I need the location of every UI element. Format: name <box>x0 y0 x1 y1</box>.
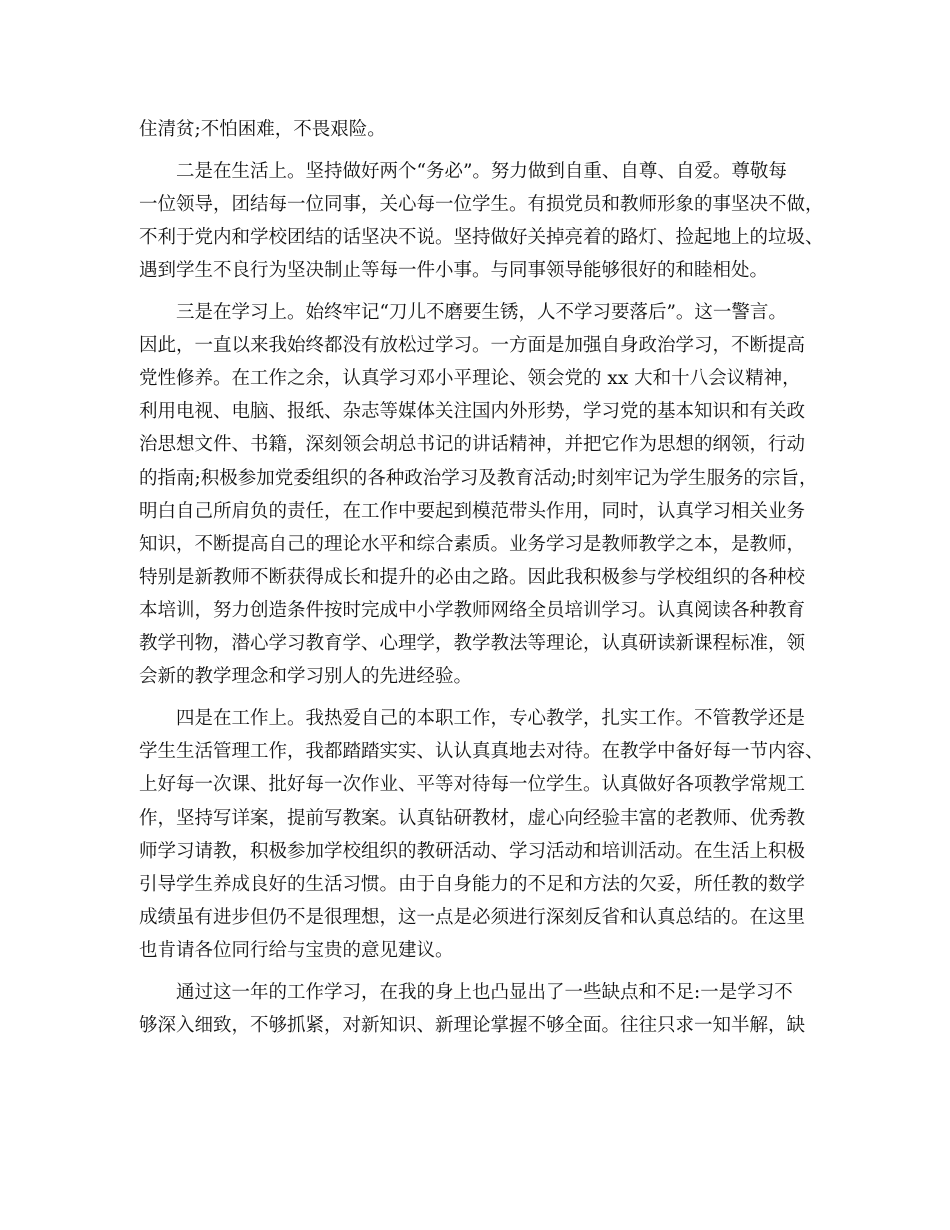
text-line: 引导学生养成良好的生活习惯。由于自身能力的不足和方法的欠妥，所任教的数学 <box>139 874 806 895</box>
text-line: 师学习请教，积极参加学校组织的教研活动、学习活动和培训活动。在生活上积极 <box>139 841 806 862</box>
text-line: 本培训，努力创造条件按时完成中小学教师网络全员培训学习。认真阅读各种教育 <box>139 600 806 621</box>
text-line: 通过这一年的工作学习，在我的身上也凸显出了一些缺点和不足:一是学习不 <box>176 982 793 1003</box>
text-line: 住清贫;不怕困难，不畏艰险。 <box>139 119 386 140</box>
text-line: 二是在生活上。坚持做好两个“务必”。努力做到自重、自尊、自爱。尊敬每 <box>176 161 787 182</box>
text-line: 学生生活管理工作，我都踏踏实实、认认真真地去对待。在教学中备好每一节内容、 <box>139 741 824 762</box>
text-line: 会新的教学理念和学习别人的先进经验。 <box>139 666 473 687</box>
text-line: 不利于党内和学校团结的话坚决不说。坚持做好关掉亮着的路灯、捡起地上的垃圾、 <box>139 227 824 248</box>
text-line: 作，坚持写详案，提前写教案。认真钻研教材，虚心向经验丰富的老教师、优秀教 <box>139 808 806 829</box>
text-line: 知识，不断提高自己的理论水平和综合素质。业务学习是教师教学之本，是教师， <box>139 534 806 555</box>
text-line: 成绩虽有进步但仍不是很理想，这一点是必须进行深刻反省和认真总结的。在这里 <box>139 907 806 928</box>
text-line: 因此，一直以来我始终都没有放松过学习。一方面是加强自身政治学习，不断提高 <box>139 335 806 356</box>
text-line: 明白自己所肩负的责任，在工作中要起到模范带头作用，同时，认真学习相关业务 <box>139 501 806 522</box>
text-line: 治思想文件、书籍，深刻领会胡总书记的讲话精神，并把它作为思想的纲领，行动 <box>139 434 806 455</box>
text-line: 的指南;积极参加党委组织的各种政治学习及教育活动;时刻牢记为学生服务的宗旨， <box>139 468 818 489</box>
text-line: 教学刊物，潜心学习教育学、心理学，教学教法等理论，认真研读新课程标准，领 <box>139 633 806 654</box>
text-line: 一位领导，团结每一位同事，关心每一位学生。有损党员和教师形象的事坚决不做， <box>139 194 824 215</box>
text-line: 遇到学生不良行为坚决制止等每一件小事。与同事领导能够很好的和睦相处。 <box>139 260 769 281</box>
text-line: 四是在工作上。我热爱自己的本职工作，专心教学，扎实工作。不管教学还是 <box>176 708 806 729</box>
text-line: 利用电视、电脑、报纸、杂志等媒体关注国内外形势，学习党的基本知识和有关政 <box>139 401 806 422</box>
text-line: 三是在学习上。始终牢记“刀儿不磨要生锈，人不学习要落后”。这一警言。 <box>176 302 787 323</box>
text-line: 上好每一次课、批好每一次作业、平等对待每一位学生。认真做好各项教学常规工 <box>139 774 806 795</box>
text-line: 特别是新教师不断获得成长和提升的必由之路。因此我积极参与学校组织的各种校 <box>139 567 806 588</box>
text-line: 够深入细致，不够抓紧，对新知识、新理论掌握不够全面。往往只求一知半解，缺 <box>139 1015 806 1036</box>
text-line: 党性修养。在工作之余，认真学习邓小平理论、领会党的 xx 大和十八会议精神， <box>139 368 801 389</box>
text-line: 也肯请各位同行给与宝贵的意见建议。 <box>139 940 454 961</box>
